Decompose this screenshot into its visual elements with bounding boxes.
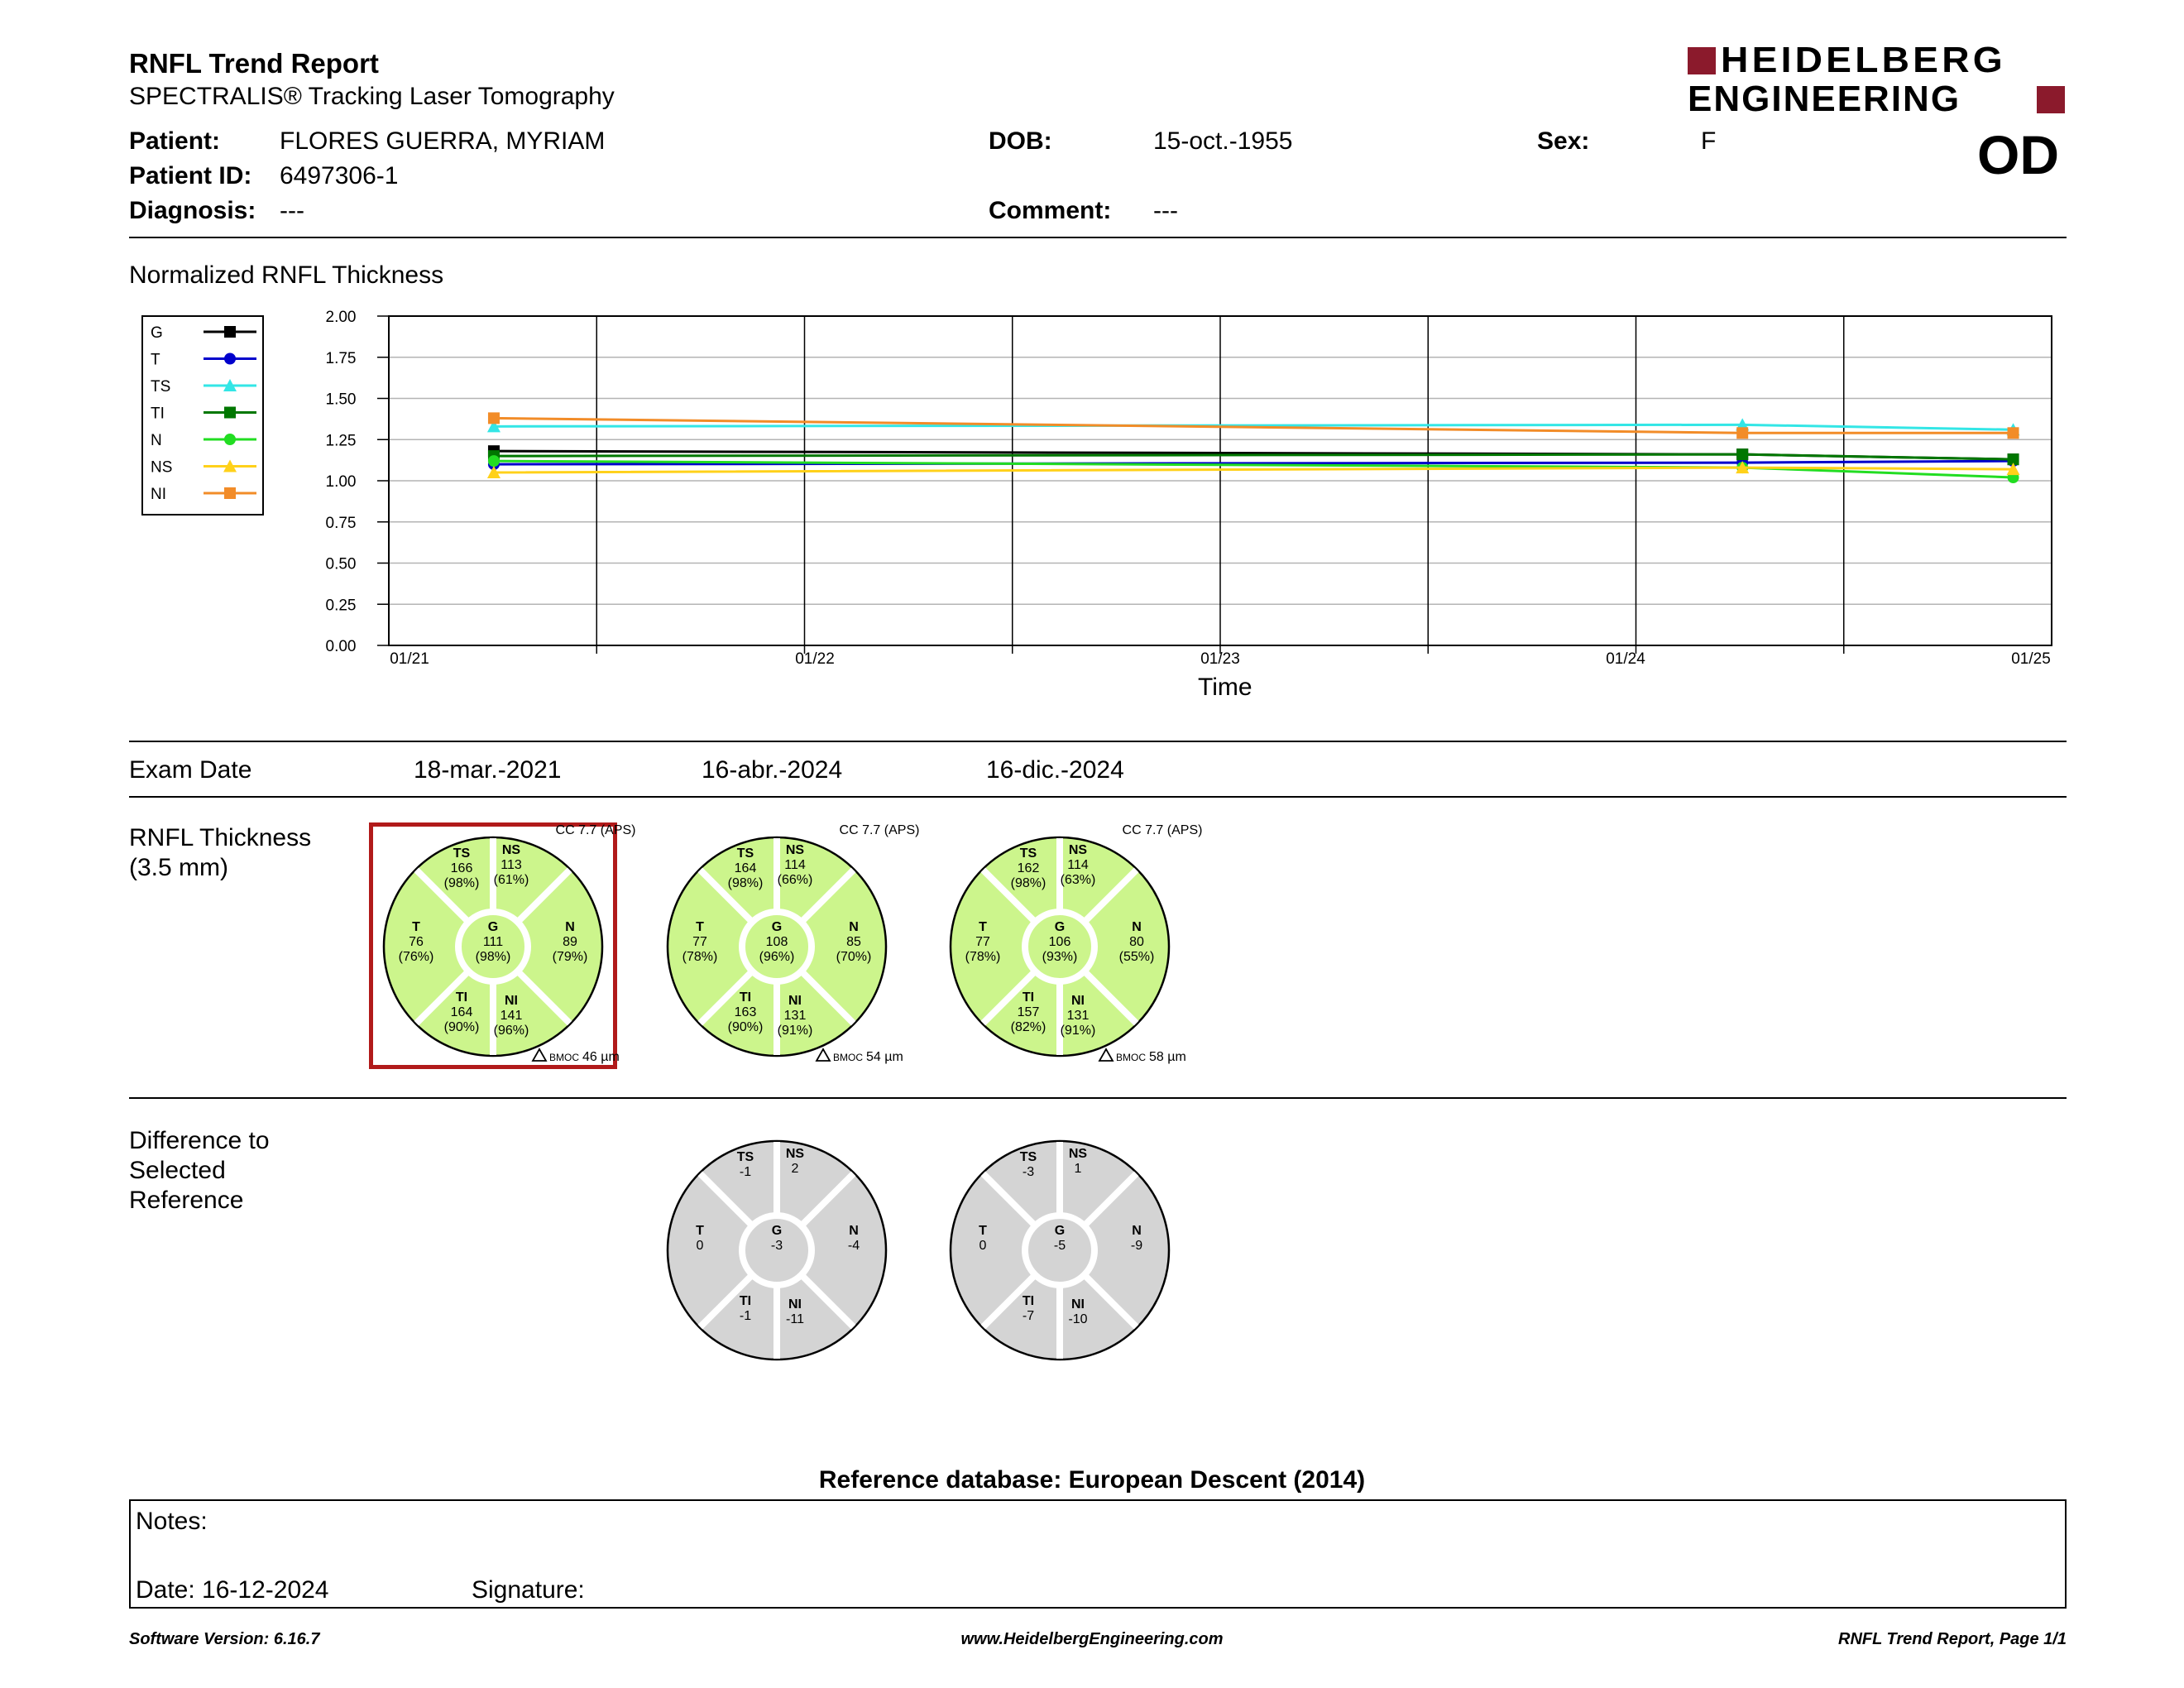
sector-ns-percent: (66%) [777, 873, 813, 887]
x-tick-label: 01/25 [2011, 650, 2051, 668]
sector-ti-percent: (82%) [1010, 1020, 1046, 1034]
difference-label-3: Reference [129, 1187, 244, 1214]
logo-line-2: ENGINEERING [1688, 79, 1961, 119]
sector-t-label: T [696, 920, 704, 934]
legend-label-N: N [151, 432, 162, 449]
sector-ti-label: TI [1022, 990, 1035, 1005]
sector-ti-percent: (90%) [443, 1020, 480, 1034]
sector-n-label: N [565, 920, 575, 934]
exam-date-2: 16-abr.-2024 [702, 756, 843, 784]
sector-ni-label: NI [505, 994, 518, 1008]
legend-label-TS: TS [151, 378, 171, 396]
difference-circle-2 [951, 1141, 1169, 1360]
sector-g-label: G [771, 1224, 783, 1238]
thickness-circles [0, 811, 2184, 1076]
sector-ti-value: 157 [1017, 1005, 1040, 1019]
sector-ts-percent: (98%) [1010, 876, 1046, 890]
legend-marker-NI [224, 487, 236, 499]
legend-label-G: G [151, 324, 163, 342]
sector-t-label: T [979, 1224, 987, 1238]
sector-ts-value: 166 [450, 861, 473, 875]
sector-ns-value: 2 [791, 1162, 799, 1176]
sector-n-value: -4 [847, 1239, 860, 1253]
thickness-circle-2 [668, 823, 919, 1064]
sector-g-label: G [487, 920, 499, 934]
divider-exam-bottom [129, 796, 2067, 798]
sector-g-label: G [771, 920, 783, 934]
sector-n-label: N [849, 920, 859, 934]
y-tick-label: 0.25 [325, 597, 357, 615]
sector-t-label: T [412, 920, 420, 934]
bmoc-label: BMOC [833, 1052, 863, 1063]
sector-ts-value: 162 [1017, 861, 1040, 875]
sector-g-value: 108 [765, 935, 788, 949]
delta-icon [817, 1049, 830, 1061]
sex-label: Sex: [1537, 127, 1590, 155]
divider-exam-top [129, 741, 2067, 742]
series-point-TI [1736, 448, 1748, 460]
chart-grid [389, 316, 2052, 645]
delta-icon [533, 1049, 546, 1061]
comment-label: Comment: [989, 197, 1112, 224]
sector-ti-percent: (90%) [727, 1020, 764, 1034]
x-axis-title: Time [1198, 674, 1252, 701]
divider-difference [129, 1097, 2067, 1099]
sector-ts-label: TS [736, 846, 754, 861]
sector-t-value: 77 [692, 935, 707, 949]
bmoc-value: 46 µm [582, 1050, 620, 1064]
sector-g-percent: (96%) [759, 950, 795, 964]
legend-marker-N [224, 434, 236, 445]
sector-ts-value: -1 [739, 1165, 752, 1179]
sector-ts-label: TS [453, 846, 471, 861]
y-tick-label: 1.25 [325, 432, 357, 450]
notes-date: Date: 16-12-2024 [136, 1576, 329, 1604]
series-point-NI [2008, 427, 2019, 439]
exam-date-3: 16-dic.-2024 [986, 756, 1124, 784]
chart-legend [142, 316, 263, 515]
sector-ti-label: TI [455, 990, 468, 1005]
x-tick-label: 01/23 [1200, 650, 1240, 668]
sector-ns-percent: (61%) [493, 873, 529, 887]
sector-n-value: 85 [846, 935, 861, 949]
comment-value: --- [1153, 197, 1178, 224]
bmoc-value: 58 µm [1149, 1050, 1186, 1064]
sector-g-value: -5 [1053, 1239, 1066, 1253]
sector-n-value: 89 [563, 935, 577, 949]
y-tick-label: 1.75 [325, 349, 357, 367]
cc-label: CC 7.7 (APS) [555, 823, 636, 837]
sector-g-percent: (98%) [475, 950, 511, 964]
y-tick-label: 1.00 [325, 473, 357, 491]
sector-ns-percent: (63%) [1060, 873, 1096, 887]
bmoc-label: BMOC [1116, 1052, 1146, 1063]
sector-ni-percent: (91%) [777, 1024, 813, 1038]
thickness-circle-1 [384, 823, 635, 1064]
sector-ts-percent: (98%) [443, 876, 480, 890]
cc-label: CC 7.7 (APS) [1122, 823, 1203, 837]
cc-label: CC 7.7 (APS) [839, 823, 920, 837]
legend-label-TI: TI [151, 405, 165, 423]
diagnosis-value: --- [280, 197, 304, 224]
sector-t-percent: (78%) [965, 950, 1001, 964]
sex-value: F [1701, 127, 1717, 155]
sector-ts-label: TS [1019, 846, 1037, 861]
legend-label-NS: NS [151, 458, 173, 477]
sector-n-label: N [1132, 1224, 1142, 1238]
sector-ni-value: 141 [500, 1009, 523, 1023]
sector-t-percent: (78%) [682, 950, 718, 964]
difference-circles [0, 1125, 2184, 1374]
series-point-NI [1736, 427, 1748, 439]
sector-g-value: 111 [482, 935, 504, 949]
dob-label: DOB: [989, 127, 1052, 155]
sector-ti-value: 164 [450, 1005, 473, 1019]
page-number: RNFL Trend Report, Page 1/1 [1838, 1630, 2067, 1648]
y-tick-label: 0.75 [325, 514, 357, 532]
x-tick-label: 01/21 [390, 650, 429, 668]
sector-ns-value: 1 [1074, 1162, 1082, 1176]
patient-id: 6497306-1 [280, 162, 399, 189]
software-version: Software Version: 6.16.7 [129, 1630, 320, 1648]
report-subtitle: SPECTRALIS® Tracking Laser Tomography [129, 83, 615, 110]
sector-ns-label: NS [1068, 1147, 1088, 1161]
sector-t-value: 77 [975, 935, 990, 949]
sector-n-value: -9 [1130, 1239, 1143, 1253]
series-point-N [488, 455, 500, 467]
signature-label: Signature: [472, 1576, 585, 1604]
bmoc-label: BMOC [549, 1052, 579, 1063]
legend-marker-T [224, 353, 236, 365]
thickness-circle-3 [951, 823, 1202, 1064]
dob-value: 15-oct.-1955 [1153, 127, 1293, 155]
legend-label-T: T [151, 351, 160, 369]
sector-ns-value: 113 [500, 858, 522, 872]
thickness-label-1: RNFL Thickness [129, 824, 312, 851]
sector-ts-label: TS [736, 1150, 754, 1164]
sector-n-value: 80 [1129, 935, 1144, 949]
sector-ni-value: 131 [1066, 1009, 1090, 1023]
bmoc-value: 54 µm [866, 1050, 903, 1064]
sector-t-value: 0 [979, 1239, 987, 1253]
difference-label-2: Selected [129, 1157, 226, 1184]
logo-line-1: HEIDELBERG [1721, 40, 2006, 80]
website: www.HeidelbergEngineering.com [960, 1630, 1224, 1648]
sector-t-value: 0 [696, 1239, 704, 1253]
sector-g-label: G [1054, 1224, 1066, 1238]
notes-box [129, 1499, 2067, 1609]
chart-section-title: Normalized RNFL Thickness [129, 261, 444, 289]
sector-g-label: G [1054, 920, 1066, 934]
difference-circle-1 [668, 1141, 886, 1360]
sector-n-label: N [849, 1224, 859, 1238]
sector-ni-percent: (91%) [1060, 1024, 1096, 1038]
sector-ti-label: TI [739, 1294, 752, 1308]
sector-ti-value: -7 [1022, 1309, 1035, 1323]
patient-id-label: Patient ID: [129, 162, 252, 189]
sector-ni-label: NI [1071, 994, 1085, 1008]
y-tick-label: 0.50 [325, 555, 357, 573]
sector-t-percent: (76%) [398, 950, 434, 964]
sector-ni-value: -11 [786, 1312, 804, 1326]
sector-n-percent: (70%) [836, 950, 872, 964]
legend-label-NI: NI [151, 486, 166, 503]
series-line-TI [494, 454, 2014, 459]
report-title: RNFL Trend Report [129, 48, 379, 79]
trend-chart [0, 0, 2184, 728]
sector-ti-label: TI [739, 990, 752, 1005]
eye-indicator: OD [1977, 124, 2059, 185]
difference-label-1: Difference to [129, 1127, 270, 1154]
sector-ts-value: -3 [1022, 1165, 1035, 1179]
sector-ti-value: 163 [734, 1005, 757, 1019]
sector-ns-value: 114 [784, 858, 806, 872]
legend-marker-TI [224, 407, 236, 419]
chart-axis [326, 309, 2052, 668]
y-tick-label: 0.00 [325, 638, 357, 655]
sector-n-label: N [1132, 920, 1142, 934]
sector-ns-label: NS [785, 1147, 805, 1161]
sector-g-percent: (93%) [1042, 950, 1078, 964]
x-tick-label: 01/24 [1606, 650, 1645, 668]
sector-g-value: -3 [770, 1239, 783, 1253]
sector-t-value: 76 [409, 935, 424, 949]
sector-ns-label: NS [785, 843, 805, 857]
patient-label: Patient: [129, 127, 221, 155]
chart-series [487, 412, 2020, 483]
sector-ti-value: -1 [739, 1309, 752, 1323]
x-tick-label: 01/22 [795, 650, 835, 668]
sector-ni-label: NI [788, 1297, 802, 1312]
sector-ti-label: TI [1022, 1294, 1035, 1308]
patient-name: FLORES GUERRA, MYRIAM [280, 127, 606, 155]
sector-ni-label: NI [788, 994, 802, 1008]
y-tick-label: 2.00 [325, 309, 357, 326]
sector-ni-value: 131 [783, 1009, 807, 1023]
sector-ni-value: -10 [1068, 1312, 1088, 1326]
sector-ni-label: NI [1071, 1297, 1085, 1312]
sector-ts-label: TS [1019, 1150, 1037, 1164]
sector-ni-percent: (96%) [493, 1024, 529, 1038]
thickness-label-2: (3.5 mm) [129, 854, 228, 881]
sector-g-value: 106 [1048, 935, 1071, 949]
sector-ns-label: NS [1068, 843, 1088, 857]
sector-ns-label: NS [501, 843, 521, 857]
reference-database: Reference database: European Descent (2014) [818, 1466, 1366, 1494]
sector-n-percent: (79%) [552, 950, 588, 964]
series-point-NI [488, 412, 500, 424]
sector-t-label: T [696, 1224, 704, 1238]
notes-label: Notes: [136, 1508, 208, 1535]
sector-t-label: T [979, 920, 987, 934]
y-tick-label: 1.50 [325, 391, 357, 409]
diagnosis-label: Diagnosis: [129, 197, 256, 224]
sector-ts-value: 164 [734, 861, 757, 875]
sector-n-percent: (55%) [1118, 950, 1155, 964]
exam-date-label: Exam Date [129, 756, 252, 784]
legend-marker-G [224, 326, 236, 338]
sector-ns-value: 114 [1067, 858, 1089, 872]
sector-ts-percent: (98%) [727, 876, 764, 890]
delta-icon [1099, 1049, 1113, 1061]
exam-date-1: 18-mar.-2021 [414, 756, 562, 784]
